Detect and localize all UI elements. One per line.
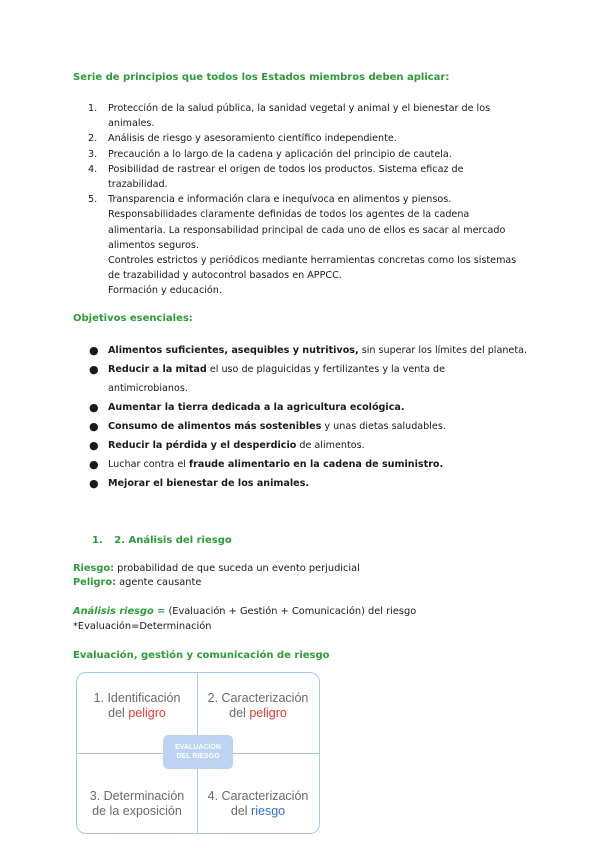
bullet-icon: ● xyxy=(89,344,99,357)
list-item xyxy=(88,474,538,493)
quadrant-line: 2. Caracterización xyxy=(207,691,309,705)
list-item xyxy=(88,162,538,192)
extra-line: Controles estrictos y periódicos mediante herramientas concretas como los sistemas xyxy=(108,255,517,267)
term-label: Análisis riesgo = xyxy=(73,606,166,617)
quadrant-line: del riesgo xyxy=(230,804,286,818)
item-text: sin superar los límites del planeta. xyxy=(358,345,528,356)
term-text: (Evaluación + Gestión + Comunicación) del riesgo xyxy=(165,606,417,617)
section-number: 1. xyxy=(92,535,103,546)
quadrant-line: 1. Identificación xyxy=(93,691,181,705)
section-title: 2. Análisis del riesgo xyxy=(114,535,232,546)
objectives-list xyxy=(88,341,538,493)
item-line: trazabilidad. xyxy=(108,179,168,191)
quadrant-caracterizacion-riesgo xyxy=(198,789,318,819)
bold-text: Alimentos suficientes, asequibles y nutritivos, xyxy=(108,345,359,356)
item-line: animales. xyxy=(108,118,155,130)
extra-line: de trazabilidad y autocontrol basados en APPCC. xyxy=(108,270,342,282)
extra-line: Formación y educación. xyxy=(108,285,222,297)
quadrant-determinacion xyxy=(77,789,197,819)
item-line: Transparencia e información clara e inequívoca en alimentos y piensos. xyxy=(108,194,452,206)
quadrant-caracterizacion-peligro xyxy=(198,691,318,721)
bold-text: Aumentar la tierra dedicada a la agricultura ecológica. xyxy=(108,402,405,413)
risk-evaluation-diagram xyxy=(76,672,320,834)
eval-heading: Evaluación, gestión y comunicación de riesgo xyxy=(73,650,330,661)
bullet-icon: ● xyxy=(89,458,99,471)
list-item xyxy=(88,455,538,474)
center-label-line: DEL RIESGO xyxy=(176,753,220,760)
item-number: 3. xyxy=(88,148,98,160)
principles-heading: Serie de principios que todos los Estados miembros deben aplicar: xyxy=(73,72,450,83)
bullet-icon: ● xyxy=(89,439,99,452)
quadrant-line: de la exposición xyxy=(92,804,182,818)
bold-text: Reducir a la mitad xyxy=(108,364,207,375)
bullet-icon: ● xyxy=(89,420,99,433)
quadrant-identificacion xyxy=(77,691,197,721)
riesgo-definition xyxy=(73,563,360,574)
section-heading xyxy=(92,535,232,546)
principles-list xyxy=(88,101,538,299)
bullet-icon: ● xyxy=(89,401,99,414)
list-item xyxy=(88,360,538,398)
item-text: Luchar contra el xyxy=(108,459,189,470)
bold-text: Reducir la pérdida y el desperdicio xyxy=(108,440,297,451)
quadrant-line: 4. Caracterización xyxy=(207,789,309,803)
bold-text: Mejorar el bienestar de los animales. xyxy=(108,478,310,489)
extra-line: Responsabilidades claramente definidas de todos los agentes de la cadena xyxy=(108,209,470,221)
list-item xyxy=(88,417,538,436)
item-text: de alimentos. xyxy=(296,440,365,451)
objectives-heading: Objetivos esenciales: xyxy=(73,313,193,324)
list-item xyxy=(88,147,538,162)
analisis-formula xyxy=(73,606,416,617)
term-label: Peligro: xyxy=(73,577,117,588)
item-number: 2. xyxy=(88,133,98,145)
quadrant-line: del peligro xyxy=(108,706,166,720)
bullet-icon: ● xyxy=(89,477,99,490)
center-label-line: EVALUACIÓN xyxy=(175,744,221,751)
list-item xyxy=(88,436,538,455)
peligro-definition xyxy=(73,577,201,588)
bold-text: Consumo de alimentos más sostenibles xyxy=(108,421,322,432)
list-item xyxy=(88,131,538,146)
note-text: *Evaluación=Determinación xyxy=(73,621,212,632)
quadrant-line: 3. Determinación xyxy=(89,789,185,803)
center-label-box xyxy=(163,735,233,769)
item-text: el uso de plaguicidas y fertilizantes y la venta de xyxy=(206,364,445,375)
item-continuation: antimicrobianos. xyxy=(108,383,188,394)
item-line: Posibilidad de rastrear el origen de todos los productos. Sistema eficaz de xyxy=(108,163,464,175)
bullet-icon: ● xyxy=(89,363,99,376)
list-item xyxy=(88,398,538,417)
extra-line: alimentaria. La responsabilidad principal de cada uno de ellos es sacar al mercado xyxy=(108,224,506,236)
item-number: 5. xyxy=(88,194,98,206)
list-item xyxy=(88,341,538,360)
item-number: 1. xyxy=(88,103,98,114)
list-item xyxy=(88,192,538,207)
item-text: y unas dietas saludables. xyxy=(321,421,446,432)
item-line: Precaución a lo largo de la cadena y aplicación del principio de cautela. xyxy=(108,148,452,160)
term-text: probabilidad de que suceda un evento perjudicial xyxy=(114,563,360,574)
bold-text: fraude alimentario en la cadena de suministro. xyxy=(188,459,444,470)
quadrant-line: del peligro xyxy=(229,706,287,720)
extra-line: alimentos seguros. xyxy=(108,239,199,251)
item-line: Análisis de riesgo y asesoramiento científico independiente. xyxy=(108,133,397,145)
item-line: Protección de la salud pública, la sanidad vegetal y animal y el bienestar de los xyxy=(108,103,491,114)
item-number: 4. xyxy=(88,163,98,175)
term-label: Riesgo: xyxy=(73,563,115,574)
term-text: agente causante xyxy=(116,577,202,588)
list-item xyxy=(88,101,538,131)
